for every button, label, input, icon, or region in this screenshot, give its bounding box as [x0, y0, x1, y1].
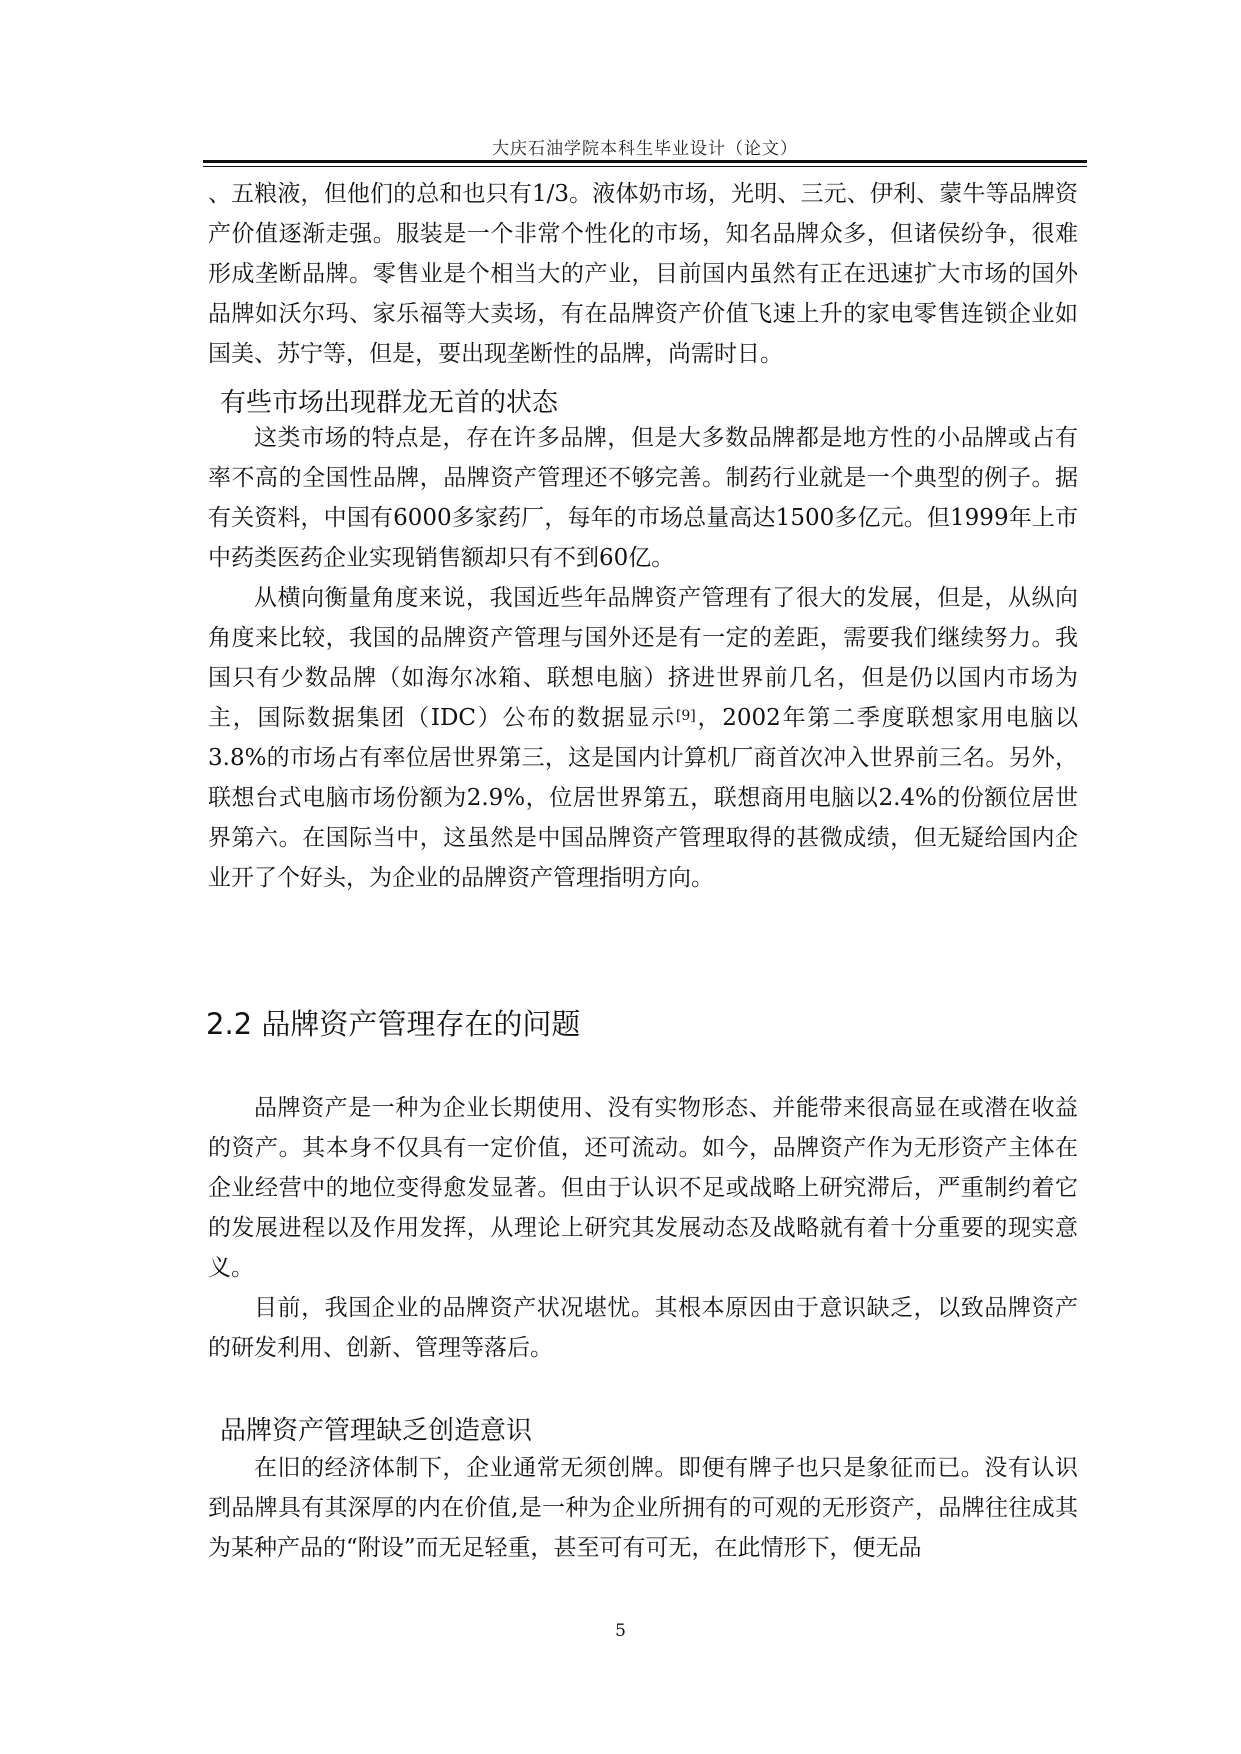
paragraph-continuation: 、五粮液，但他们的总和也只有1/3。液体奶市场，光明、三元、伊利、蒙牛等品牌资产价值逐渐走强。服装是一个非常个性化的市场，知名品牌众多，但诸侯纷争，很难形成垄断品牌。零售业是个相当大的产业，目前国内虽然有正在迅速扩大市场的国外品牌如沃尔玛、家乐福等大卖场，有在品牌资产价值飞速上升的家电零售连锁企业如国美、苏宁等，但是，要出现垄断性的品牌，尚需时日。 — [208, 181, 1078, 367]
paragraph-block-2 — [208, 418, 1078, 898]
subheading-lack-of-creation: 品牌资产管理缺乏创造意识 — [220, 1416, 533, 1446]
section-heading-2-2: 2.2 品牌资产管理存在的问题 — [206, 1007, 581, 1041]
subheading-leaderless-market: 有些市场出现群龙无首的状态 — [220, 388, 559, 418]
paragraph-current-status: 目前，我国企业的品牌资产状况堪忧。其根本原因由于意识缺乏，以致品牌资产的研发利用、创新、管理等落后。 — [208, 1295, 1078, 1361]
paragraph-brand-asset-definition: 品牌资产是一种为企业长期使用、没有实物形态、并能带来很高显在或潜在收益的资产。其本身不仅具有一定价值，还可流动。如今，品牌资产作为无形资产主体在企业经营中的地位变得愈发显著。但由于认识不足或战略上研究滞后，严重制约着它的发展进程以及作用发挥，从理论上研究其发展动态及战略就有着十分重要的现实意义。 — [208, 1095, 1078, 1281]
paragraph-block-3 — [208, 1088, 1078, 1368]
page-number: 5 — [615, 1621, 626, 1641]
paragraph-block-1 — [208, 174, 1078, 374]
paragraph-old-system: 在旧的经济体制下，企业通常无须创牌。即便有牌子也只是象征而已。没有认识到品牌具有其深厚的内在价值,是一种为企业所拥有的可观的无形资产，品牌往往成其为某种产品的“附设”而无足轻重，甚至可有可无，在此情形下，便无品 — [208, 1455, 1078, 1561]
paragraph-block-4 — [208, 1448, 1078, 1568]
header-rule-thick — [203, 160, 1087, 163]
citation-ref: [9] — [675, 708, 696, 724]
paragraph-comparison: 从横向衡量角度来说，我国近些年品牌资产管理有了很大的发展，但是，从纵向角度来比较，我国的品牌资产管理与国外还是有一定的差距，需要我们继续努力。我国只有少数品牌（如海尔冰箱、联想电脑）挤进世界前几名，但是仍以国内市场为主，国际数据集团（IDC）公布的数据显示[9]，2002年第二季度联想家用电脑以3.8%的市场占有率位居世界第三，这是国内计算机厂商首次冲入世界前三名。另外，联想台式电脑市场份额为2.9%，位居世界第五，联想商用电脑以2.4%的份额位居世界第六。在国际当中，这虽然是中国品牌资产管理取得的甚微成绩，但无疑给国内企业开了个好头，为企业的品牌资产管理指明方向。 — [208, 585, 1078, 891]
paragraph-leaderless: 这类市场的特点是，存在许多品牌，但是大多数品牌都是地方性的小品牌或占有率不高的全国性品牌，品牌资产管理还不够完善。制药行业就是一个典型的例子。据有关资料，中国有6000多家药厂，每年的市场总量高达1500多亿元。但1999年上市中药类医药企业实现销售额却只有不到60亿。 — [208, 425, 1078, 571]
running-header: 大庆石油学院本科生毕业设计（论文） — [492, 139, 798, 159]
header-rule-thin — [203, 166, 1087, 167]
